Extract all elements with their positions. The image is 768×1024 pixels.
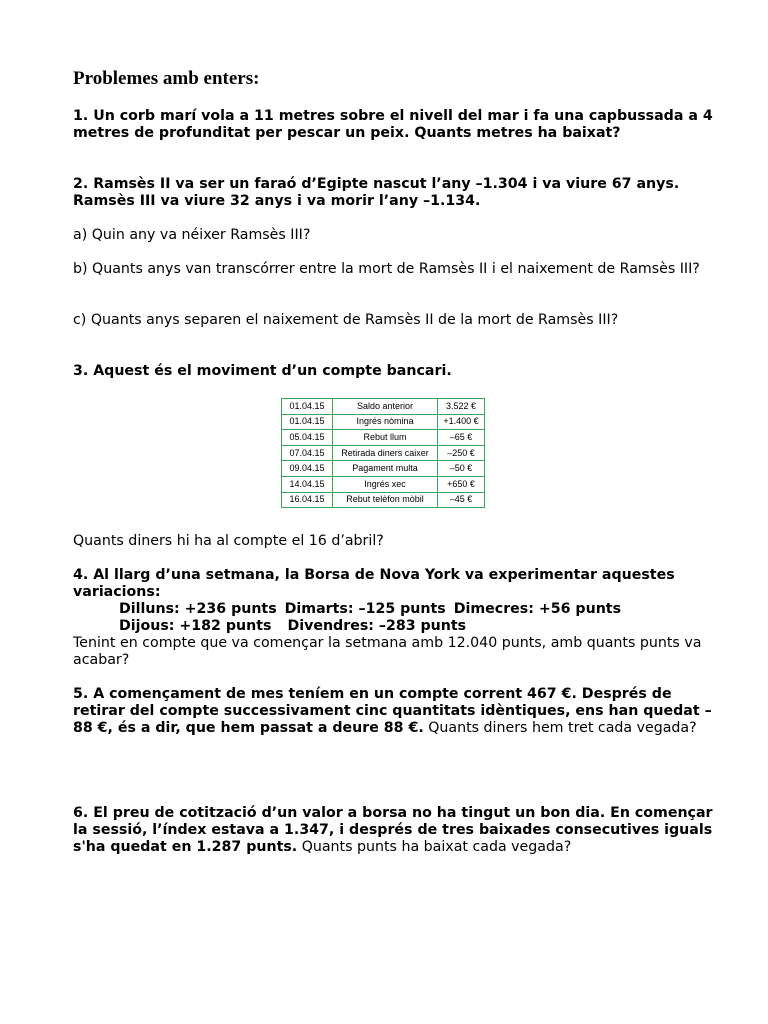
problem-4-line-2: [73, 618, 713, 635]
problem-5-statement: 5. A començament de mes teníem en un compte corrent 467 €. Després de retirar del compte successivament cinc quantitats idèntiques, ens han quedat –88 €, és a dir, que hem passat a deure 88 €.: [73, 686, 712, 736]
ledger-row: [282, 430, 485, 446]
monday-variation: Dilluns: +236 punts: [119, 601, 277, 617]
ledger-concept: Ingrés xec: [333, 476, 438, 492]
ledger-amount: –45 €: [438, 492, 485, 508]
ledger-date: 05.04.15: [282, 430, 333, 446]
problem-6-question: Quants punts ha baixat cada vegada?: [297, 839, 572, 855]
problem-1: 1. Un corb marí vola a 11 metres sobre el nivell del mar i fa una capbussada a 4 metres de profunditat per pescar un peix. Quants metres ha baixat?: [73, 108, 713, 141]
problem-2-b: b) Quants anys van transcórrer entre la mort de Ramsès II i el naixement de Ramsès III?: [73, 261, 700, 277]
friday-variation: Divendres: –283 punts: [287, 618, 467, 634]
ledger-date: 01.04.15: [282, 399, 333, 415]
problem-6-statement: 6. El preu de cotització d’un valor a borsa no ha tingut un bon dia. En començar la sessió, l’índex estava a 1.347, i després de tres baixades consecutives iguals s'ha quedat en 1.287 punts.: [73, 805, 713, 855]
wednesday-variation: Dimecres: +56 punts: [453, 601, 622, 617]
ledger-amount: –65 €: [438, 430, 485, 446]
ledger-amount: +1.400 €: [438, 414, 485, 430]
problem-4-line-1: [73, 601, 713, 618]
problem-5-question: Quants diners hem tret cada vegada?: [423, 720, 697, 736]
ledger-date: 01.04.15: [282, 414, 333, 430]
ledger-amount: –250 €: [438, 445, 485, 461]
problem-4-statement: 4. Al llarg d’una setmana, la Borsa de Nova York va experimentar aquestes variacions:: [73, 567, 675, 600]
problem-2-a: a) Quin any va néixer Ramsès III?: [73, 227, 311, 243]
ledger-date: 09.04.15: [282, 461, 333, 477]
ledger-amount: +650 €: [438, 476, 485, 492]
ledger-amount: 3.522 €: [438, 399, 485, 415]
ledger-row: [282, 399, 485, 415]
ledger-date: 07.04.15: [282, 445, 333, 461]
thursday-variation: Dijous: +182 punts: [119, 618, 272, 634]
ledger-row: [282, 414, 485, 430]
ledger-concept: Pagament multa: [333, 461, 438, 477]
ledger-concept: Saldo anterior: [333, 399, 438, 415]
ledger-row: [282, 476, 485, 492]
tuesday-variation: Dimarts: –125 punts: [284, 601, 446, 617]
ledger-amount: –50 €: [438, 461, 485, 477]
ledger-date: 14.04.15: [282, 476, 333, 492]
problem-2: 2. Ramsès II va ser un faraó d’Egipte nascut l’any –1.304 i va viure 67 anys. Ramsès III va viure 32 anys i va morir l’any –1.134.: [73, 176, 680, 209]
ledger-date: 16.04.15: [282, 492, 333, 508]
problem-3: 3. Aquest és el moviment d’un compte bancari.: [73, 363, 452, 379]
ledger-row: [282, 492, 485, 508]
problem-3-question: Quants diners hi ha al compte el 16 d’abril?: [73, 533, 384, 549]
problem-4: [73, 567, 713, 669]
ledger-row: [282, 445, 485, 461]
document-title: Problemes amb enters:: [73, 68, 260, 89]
problem-4-question: Tenint en compte que va començar la setmana amb 12.040 punts, amb quants punts va acabar?: [73, 635, 702, 668]
problem-6: [73, 805, 713, 856]
bank-statement-table: [281, 398, 485, 508]
ledger-concept: Rebut llum: [333, 430, 438, 446]
ledger-row: [282, 461, 485, 477]
ledger-concept: Rebut telèfon mòbil: [333, 492, 438, 508]
problem-5: [73, 686, 713, 737]
ledger-concept: Retirada diners caixer: [333, 445, 438, 461]
ledger-concept: Ingrés nòmina: [333, 414, 438, 430]
problem-2-c: c) Quants anys separen el naixement de Ramsès II de la mort de Ramsès III?: [73, 312, 619, 328]
